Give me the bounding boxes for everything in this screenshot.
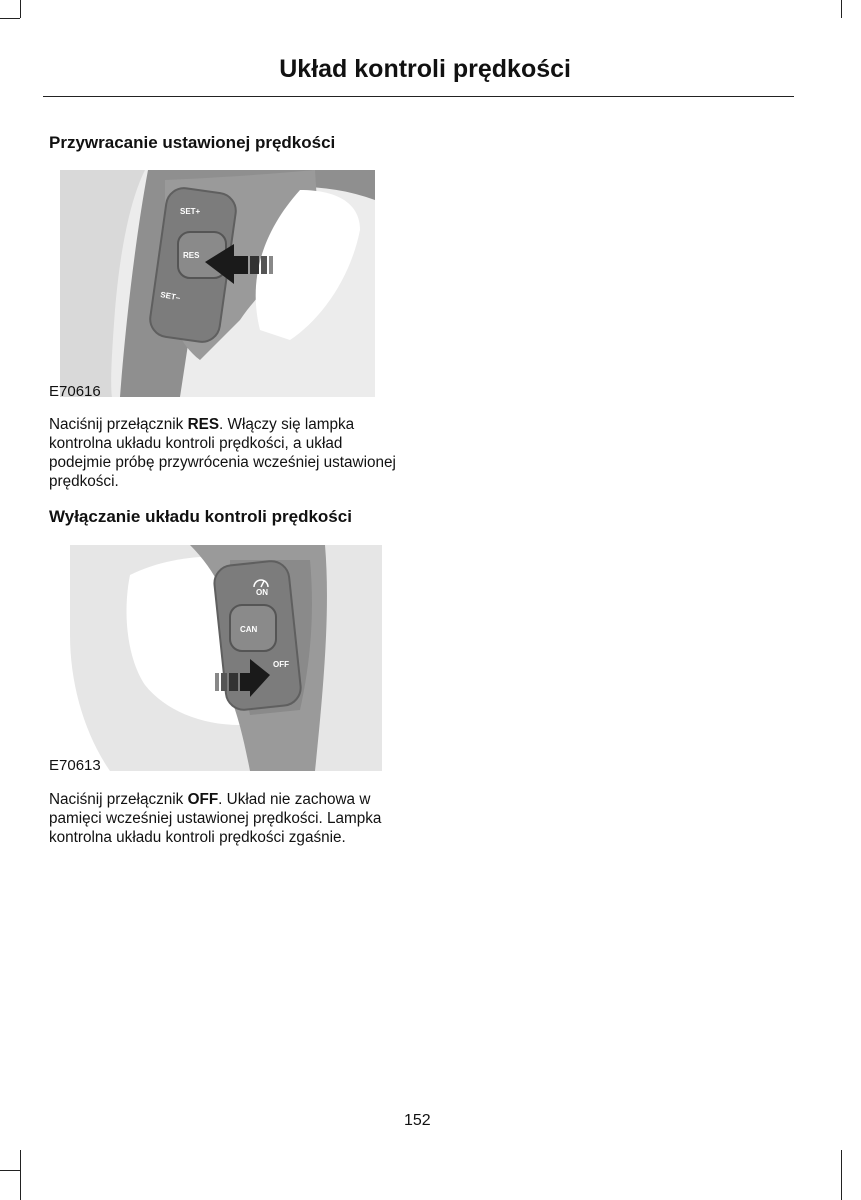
page-title: Układ kontroli prędkości <box>279 55 571 83</box>
set-plus-label: SET+ <box>180 207 201 216</box>
text-segment: . Włączy się lampka kontrolna układu kontroli prędkości, a układ podejmie próbę przywrócenia wcześniej ustawionej prędkości. <box>49 416 396 490</box>
paragraph-resume <box>49 415 404 491</box>
title-divider <box>43 96 794 97</box>
section-heading-off: Wyłączanie układu kontroli prędkości <box>49 507 352 526</box>
crop-mark <box>841 1150 842 1200</box>
page-number: 152 <box>404 1112 431 1129</box>
can-label: CAN <box>240 625 258 634</box>
bold-term: OFF <box>187 791 219 808</box>
crop-mark <box>0 18 20 19</box>
steering-wheel-res-illustration <box>60 170 375 397</box>
steering-wheel-off-illustration <box>70 545 382 771</box>
on-label: ON <box>256 588 268 597</box>
crop-mark <box>20 0 21 18</box>
res-label: RES <box>183 251 200 260</box>
figure-code: E70616 <box>49 383 101 400</box>
text-segment: Naciśnij przełącznik <box>49 416 188 433</box>
bold-term: RES <box>187 416 220 433</box>
crop-mark <box>0 1170 20 1171</box>
text-segment: . Układ nie zachowa w pamięci wcześniej ustawionej prędkości. Lampka kontrolna układu kontroli prędkości zgaśnie. <box>49 791 382 846</box>
figure-code: E70613 <box>49 757 101 774</box>
crop-mark <box>20 1150 21 1200</box>
paragraph-off <box>49 790 404 847</box>
crop-mark <box>841 0 842 18</box>
off-label: OFF <box>273 660 289 669</box>
section-heading-resume: Przywracanie ustawionej prędkości <box>49 133 336 152</box>
text-segment: Naciśnij przełącznik <box>49 791 188 808</box>
set-minus-label: SET– <box>159 290 181 303</box>
